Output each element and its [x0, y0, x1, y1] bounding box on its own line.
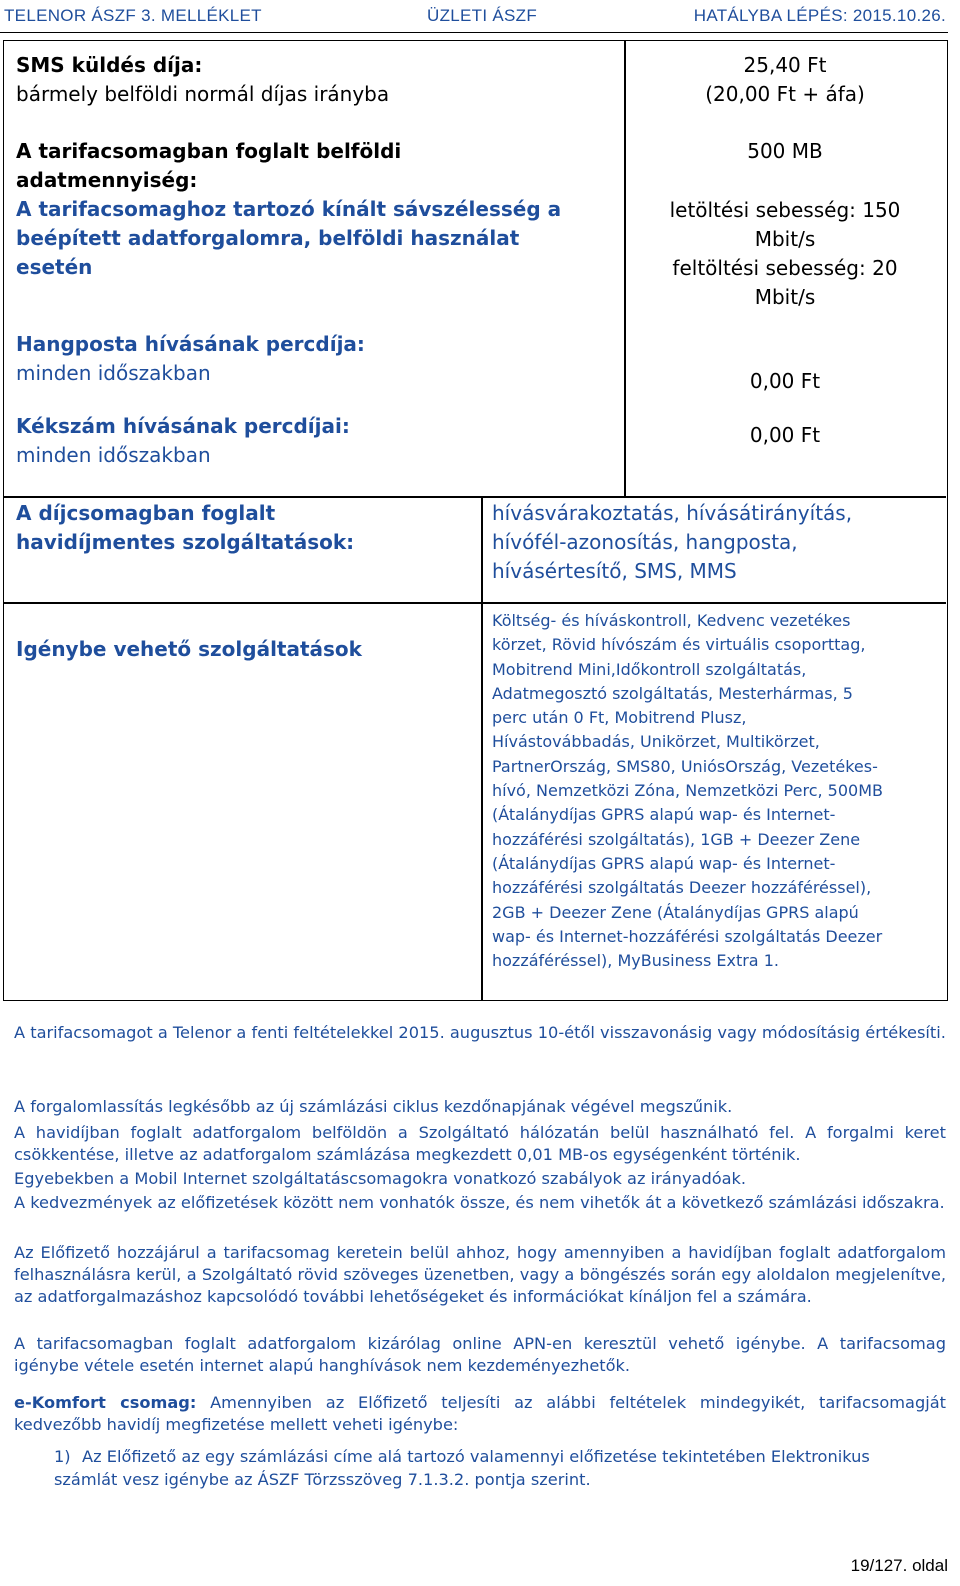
data-value-cell — [624, 137, 946, 166]
bluenumber-label: Kékszám hívásának percdíjai: — [16, 414, 350, 438]
available-services-line: (Átalánydíjas GPRS alapú wap- és Internet- — [492, 805, 836, 825]
bw-value-1: letöltési sebesség: 150 — [669, 198, 901, 222]
paragraph-consent: Az Előfizető hozzájárul a tarifacsomag keretein belül ahhoz, hogy amennyiben a havidíjban foglalt adatforgalom felhasználásra kerül, a Szolgáltató rövid szöveges üzenetben, vagy a böngészés során egy aloldalon megjelenítve, az adatforgalmazáshoz kapcsolódó további lehetőségeket és információkat kínáljon fel a számára. — [14, 1243, 946, 1307]
list-item-1 — [54, 1446, 946, 1468]
page-number: 19/127. oldal — [850, 1556, 948, 1575]
voicemail-label-cell — [16, 330, 365, 388]
sms-label-cell — [16, 51, 389, 109]
available-services-line: (Átalánydíjas GPRS alapú wap- és Internet- — [492, 853, 836, 873]
available-services-line: 2GB + Deezer Zene (Átalánydíjas GPRS alapú — [492, 902, 859, 922]
bw-value-4: Mbit/s — [754, 285, 816, 309]
row-divider-1 — [4, 496, 946, 498]
available-services-line: Hívástovábbadás, Unikörzet, Multikörzet, — [492, 732, 820, 752]
paragraph-data-usage: A havidíjban foglalt adatforgalom belföldön a Szolgáltató hálózatán belül használható fel. A forgalmi keret csökkentése, illetve az adatforgalom számlázása megkezdett 0,01 MB-os egységenként történik. — [14, 1123, 946, 1165]
row-divider-2 — [4, 602, 946, 604]
paragraph-discounts: A kedvezmények az előfizetések között nem vonhatók össze, és nem vihetők át a következő számlázási időszakra. — [14, 1193, 945, 1212]
sms-sub: bármely belföldi normál díjas irányba — [16, 82, 390, 106]
bluenumber-label-cell — [16, 412, 350, 470]
voicemail-value: 0,00 Ft — [749, 369, 821, 393]
free-services-value-cell — [492, 499, 852, 586]
available-services-line: hozzáféréssel), MyBusiness Extra 1. — [492, 951, 779, 971]
available-services-line: hozzáférési szolgáltatás), 1GB + Deezer Zene — [492, 829, 861, 849]
available-services-line: Költség- és híváskontroll, Kedvenc vezetékes — [492, 611, 851, 630]
sms-price-cell — [624, 51, 946, 109]
bluenumber-sub: minden időszakban — [16, 443, 211, 467]
free-services-value-3: hívásértesítő, SMS, MMS — [492, 559, 737, 583]
free-services-value-2: hívófél-azonosítás, hangposta, — [492, 530, 798, 554]
sms-price-net: (20,00 Ft + áfa) — [705, 82, 865, 106]
voicemail-sub: minden időszakban — [16, 361, 211, 385]
available-services-label-cell — [16, 635, 362, 664]
ekomfort-heading: e-Komfort csomag: — [14, 1393, 197, 1412]
ekomfort-text: Amennyiben az Előfizető teljesíti az alábbi feltételek mindegyikét, tarifacsomagját kedvezőbb havidíj megfizetése mellett veheti igénybe: — [14, 1393, 946, 1435]
data-label-cell — [16, 137, 561, 282]
available-services-line: Adatmegosztó szolgáltatás, Mesterhármas, 5 — [492, 683, 853, 703]
available-services-line: Mobitrend Mini,Időkontroll szolgáltatás, — [492, 659, 807, 679]
list-item-line-2: számlát vesz igénybe az ÁSZF Törzsszöveg 7.1.3.2. pontja szerint. — [54, 1470, 591, 1489]
available-services-line: hozzáférési szolgáltatás Deezer hozzáféréssel), — [492, 878, 872, 898]
data-value: 500 MB — [747, 139, 823, 163]
free-services-label-cell — [16, 499, 354, 557]
bw-value-3: feltöltési sebesség: 20 — [672, 256, 898, 280]
paragraph-apn: A tarifacsomagban foglalt adatforgalom kizárólag online APN-en keresztül vehető igénybe. A tarifacsomag igénybe vétele esetén internet alapú hanghívások nem kezdeményezhetők. — [14, 1334, 946, 1376]
available-services-line: perc után 0 Ft, Mobitrend Plusz, — [492, 708, 747, 728]
available-services-list — [492, 609, 883, 973]
bluenumber-value: 0,00 Ft — [749, 423, 821, 447]
column-divider-lower — [481, 496, 483, 1001]
paragraph-availability: A tarifacsomagot a Telenor a fenti feltételekkel 2015. augusztus 10-étől visszavonásig vagy módosításig értékesíti. — [14, 1023, 946, 1042]
free-services-value-1: hívásvárakoztatás, hívásátirányítás, — [492, 501, 853, 525]
bw-value-2: Mbit/s — [754, 227, 816, 251]
header-left: TELENOR ÁSZF 3. MELLÉKLET — [4, 6, 262, 25]
paragraph-throttling: A forgalomlassítás legkésőbb az új számlázási ciklus kezdőnapjának végével megszűnik. — [14, 1097, 733, 1116]
header-center: ÜZLETI ÁSZF — [427, 6, 538, 25]
list-item-number: 1) — [54, 1447, 71, 1466]
available-services-line: wap- és Internet-hozzáférési szolgáltatás Deezer — [492, 926, 883, 946]
available-services-line: PartnerOrszág, SMS80, UniósOrszág, Vezetékes- — [492, 756, 878, 776]
paragraph-ekomfort — [14, 1392, 946, 1436]
data-label-2: adatmennyiség: — [16, 168, 198, 192]
bw-value-cell — [624, 196, 946, 312]
bw-label-1: A tarifacsomaghoz tartozó kínált sávszélesség a — [16, 197, 562, 221]
free-services-label-2: havidíjmentes szolgáltatások: — [16, 530, 355, 554]
available-services-label: Igénybe vehető szolgáltatások — [16, 637, 362, 661]
voicemail-label: Hangposta hívásának percdíja: — [16, 332, 365, 356]
data-label-1: A tarifacsomagban foglalt belföldi — [16, 139, 402, 163]
available-services-line: körzet, Rövid hívószám és virtuális csoporttag, — [492, 635, 866, 655]
sms-price: 25,40 Ft — [743, 53, 827, 77]
available-services-line: hívó, Nemzetközi Zóna, Nemzetközi Perc, 500MB — [492, 781, 883, 801]
paragraph-general-rules: Egyebekben a Mobil Internet szolgáltatáscsomagokra vonatkozó szabályok az irányadóak. — [14, 1169, 747, 1188]
bw-label-2: beépített adatforgalomra, belföldi használat — [16, 226, 520, 250]
sms-label: SMS küldés díja: — [16, 53, 203, 77]
page-header — [0, 0, 948, 33]
free-services-label-1: A díjcsomagban foglalt — [16, 501, 276, 525]
tariff-table — [3, 40, 948, 1001]
list-item-line-1: Az Előfizető az egy számlázási címe alá tartozó valamennyi előfizetése tekintetében Elektronikus — [82, 1447, 870, 1466]
header-right: HATÁLYBA LÉPÉS: 2015.10.26. — [693, 6, 946, 25]
bw-label-3: esetén — [16, 255, 93, 279]
